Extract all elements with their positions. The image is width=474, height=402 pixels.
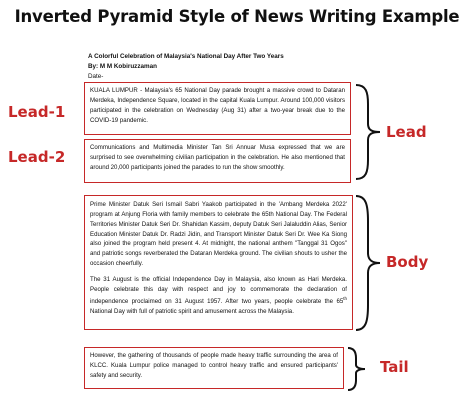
article-title: A Colorful Celebration of Malaysia's National Day After Two Years xyxy=(88,53,284,60)
tail-brace-icon xyxy=(346,346,368,392)
lead1-label: Lead-1 xyxy=(8,103,66,121)
article-byline: By: M M Kobiruzzaman xyxy=(88,63,157,70)
tail-label: Tail xyxy=(380,358,409,376)
lead2-paragraph: Communications and Multimedia Minister Tan Sri Annuar Musa expressed that we are surprised to see overwhelming civilian participation in the celebration. He also mentioned that around 20,000 participants joined the parades to run the show smoothly. xyxy=(90,144,345,171)
tail-paragraph-box xyxy=(84,347,344,389)
lead1-paragraph-box xyxy=(84,82,351,135)
tail-paragraph: However, the gathering of thousands of people made heavy traffic surrounding the area of KLCC. Kuala Lumpur police managed to control heavy traffic and ensured participants' safety and security. xyxy=(90,352,338,379)
page-title: Inverted Pyramid Style of News Writing Example xyxy=(14,7,460,26)
body-paragraph-2 xyxy=(90,275,347,316)
lead2-label: Lead-2 xyxy=(8,148,66,166)
lead1-paragraph: KUALA LUMPUR - Malaysia's 65 National Day parade brought a massive crowd to Dataran Merdeka, Independence Square, located in the capital Kuala Lumpur. Around 100,000 visitors participated in the celebration on Wednesday (Aug 31) after a two-year break due to the COVID-19 pandemic. xyxy=(90,87,345,124)
body-brace-icon xyxy=(354,193,384,333)
body-paragraph-2-superscript: th xyxy=(343,295,347,301)
body-paragraph-box xyxy=(84,195,353,330)
article-date: Date- xyxy=(88,73,104,80)
lead-label: Lead xyxy=(386,123,427,141)
lead-brace-icon xyxy=(354,82,384,182)
body-label: Body xyxy=(386,253,429,271)
lead2-paragraph-box xyxy=(84,139,351,183)
body-paragraph-2-text: The 31 August is the official Independence Day in Malaysia, also known as Hari Merdeka. People celebrate this day with respect and joy to commemorate the declaration of independence proclaimed on 31 August 1957. After two years, people celebrate the 65 xyxy=(90,276,347,305)
body-paragraph-1: Prime Minister Datuk Seri Ismail Sabri Yaakob participated in the 'Ambang Merdeka 2022' program at Anjung Floria with family members to celebrate the 65th National Day. The Federal Territories Minister Datuk Seri Dr. Shahidan Kassim, deputy Datuk Seri Jalaluddin Alias, Senior Education Minister Datuk Dr. Radzi Jidin, and Transport Minister Datuk Seri Dr. Wee Ka Siong also joined the program held present 4. At midnight, the national anthem "Tanggal 31 Ogos" and patriotic songs reverberated the Dataran Merdeka ground. The civilian shouts to usher the occasion cheerfully. xyxy=(90,201,347,268)
body-paragraph-2-text-end: National Day with full of patriotic spirit and amusement across the Malaysia. xyxy=(90,307,294,315)
